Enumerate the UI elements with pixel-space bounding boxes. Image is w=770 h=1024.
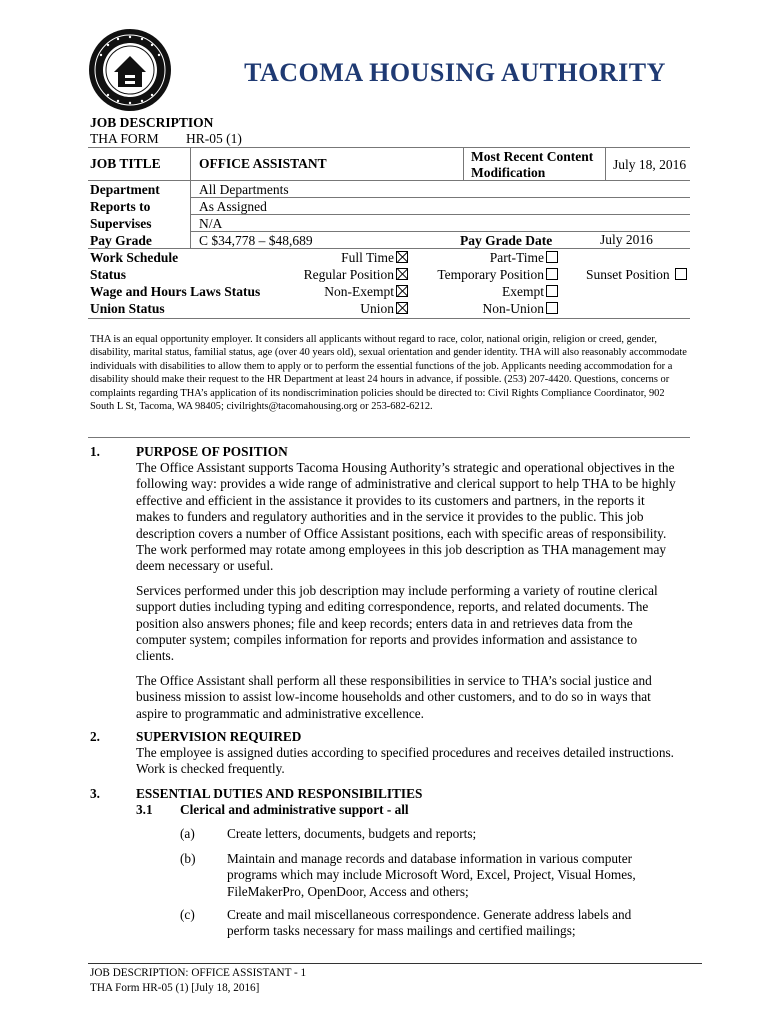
sunset-position-checkbox[interactable] [675,268,687,280]
temporary-position-checkbox[interactable] [546,268,558,280]
subsection-3-1-number: 3.1 [136,802,153,817]
section-2-number: 2. [90,729,100,744]
form-id: HR-05 (1) [186,131,242,146]
work-schedule-label: Work Schedule [90,250,179,265]
non-exempt-checkbox[interactable] [396,285,408,297]
footer-line-1: JOB DESCRIPTION: OFFICE ASSISTANT - 1 [90,967,307,979]
non-union-option: Non-Union [483,300,559,317]
equal-opportunity-notice [90,333,690,413]
exempt-checkbox[interactable] [546,285,558,297]
purpose-paragraph-2: Services performed under this job description may include performing a variety of routine clerical support duties including typing and editing correspondence, reports, and related documents. The position also answers phones; file and keep records; enters data in and retrieves data from the computer system; compiles information for reports and provides information and assistance to clients. [136,582,658,664]
temporary-position-option: Temporary Position [437,266,558,283]
subsection-3-1-title: Clerical and administrative support - all [180,802,409,817]
duty-item-text: Create and mail miscellaneous correspondence. Generate address labels and perform tasks necessary for mass mailings and certified mailings; [227,907,632,939]
purpose-paragraph-3: The Office Assistant shall perform all these responsibilities in service to THA’s social justice and business mission to assist low-income households and other customers, and to do so in ways that aspire to programmatic and administrative excellence. [136,672,652,721]
department-label: Department [90,182,160,197]
pay-grade-date-label: Pay Grade Date [460,233,553,248]
pay-grade-date-value: July 2016 [600,232,653,247]
footer-line-2: THA Form HR-05 (1) [July 18, 2016] [90,982,260,994]
section-1-body [136,460,676,722]
organization-title: TACOMA HOUSING AUTHORITY [244,58,666,87]
purpose-paragraph-1: The Office Assistant supports Tacoma Housing Authority’s strategic and operational objectives in the following way: provides a wide range of administrative and clerical support to help THA to be highly effective and efficient in the assistance it provides to its customers and partners, in the reports it makes to funders and regulatory authorities and in the service it provides to the public. This job description covers a number of Office Assistant positions, each with specific areas of responsibility. The work performed may rotate among employees in this job description as THA management may deem necessary or useful. [136,460,676,574]
status-label: Status [90,267,127,282]
duty-item-label: (c) [180,907,195,922]
full-time-option: Full Time [341,249,408,266]
section-1-title: PURPOSE OF POSITION [136,444,288,459]
regular-position-option: Regular Position [304,266,408,283]
union-option: Union [360,300,408,317]
supervises-value: N/A [199,216,223,231]
job-title-label: JOB TITLE [90,156,161,171]
page-footer [90,966,306,996]
wage-hours-label: Wage and Hours Laws Status [90,284,261,299]
non-exempt-option: Non-Exempt [324,283,408,300]
modification-label-line2: Modification [471,165,546,180]
department-value: All Departments [199,182,289,197]
notice-text: THA is an equal opportunity employer. It considers all applicants without regard to race, color, national origin, religion or creed, gender, disability, marital status, familial status, age (over 40 years old), sexual orientation and gender identity. THA will also reasonably accommodate individuals with disabilities to allow them to apply or to perform the essential functions of the job. Applicants needing accommodation for a disability should make their request to the HR Department at least 24 hours in advance, if possible. (253) 207-4420. Questions, concerns or complaints regarding THA’s application of its nondiscrimination policies should be directed to: Civil Rights Compliance Coordinator, 902 South L St, Tacoma, WA 98405; civilrights@tacomahousing.org or 253-682-6212. [90,334,687,413]
form-label: THA FORM [90,131,159,146]
full-time-checkbox[interactable] [396,251,408,263]
section-2-title: SUPERVISION REQUIRED [136,729,302,744]
job-title-value: OFFICE ASSISTANT [199,156,327,171]
duty-item-text: Create letters, documents, budgets and reports; [227,826,477,841]
modification-label: Most Recent Content [471,149,594,164]
exempt-option: Exempt [502,283,558,300]
union-status-label: Union Status [90,301,165,316]
modification-date: July 18, 2016 [613,157,687,172]
section-3-title: ESSENTIAL DUTIES AND RESPONSIBILITIES [136,786,423,801]
supervision-paragraph: The employee is assigned duties according to specified procedures and receives detailed instructions. Work is checked frequently. [136,745,674,777]
non-union-checkbox[interactable] [546,302,558,314]
regular-position-checkbox[interactable] [396,268,408,280]
part-time-option: Part-Time [490,249,558,266]
section-2-body [136,745,676,778]
reports-to-label: Reports to [90,199,151,214]
union-checkbox[interactable] [396,302,408,314]
housing-authority-seal [88,28,172,112]
part-time-checkbox[interactable] [546,251,558,263]
duty-item-label: (a) [180,826,195,841]
reports-to-value: As Assigned [199,199,267,214]
section-3-number: 3. [90,786,100,801]
section-1-number: 1. [90,444,100,459]
document-type: JOB DESCRIPTION [90,115,214,130]
duty-item-label: (b) [180,851,196,866]
pay-grade-value: C $34,778 – $48,689 [199,233,313,248]
duty-item-text: Maintain and manage records and database information in various computer programs which may include Microsoft Word, Excel, Project, Visual Homes, FileMakerPro, OpenDoor, Access and others; [227,851,636,899]
supervises-label: Supervises [90,216,152,231]
pay-grade-label: Pay Grade [90,233,152,248]
sunset-position-option: Sunset Position [586,266,687,283]
